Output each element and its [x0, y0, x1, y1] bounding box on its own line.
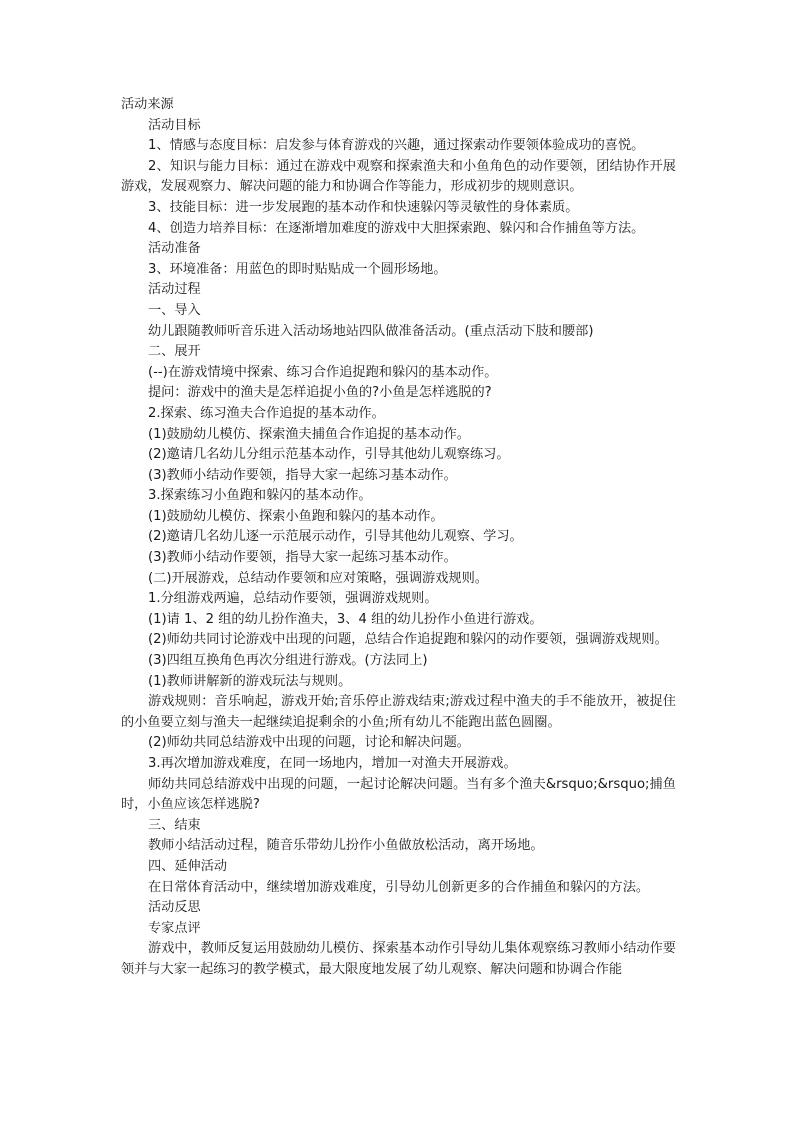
heading-expert-comment: 专家点评	[148, 920, 201, 936]
paragraph: (3)教师小结动作要领，指导大家一起练习基本动作。	[148, 550, 457, 566]
paragraph: (1)请 1、2 组的幼儿扮作渔夫，3、4 组的幼儿扮作小鱼进行游戏。	[148, 611, 543, 627]
paragraph: (3)四组互换角色再次分组进行游戏。(方法同上)	[148, 653, 428, 669]
paragraph: 提问：游戏中的渔夫是怎样追捉小鱼的?小鱼是怎样逃脱的?	[148, 385, 492, 401]
heading-activity-goals: 活动目标	[148, 117, 201, 133]
paragraph: 游戏规则：音乐响起，游戏开始;音乐停止游戏结束;游戏过程中渔夫的手不能放开，被捉住的小鱼要立刻与渔夫一起继续追捉剩余的小鱼;所有幼儿不能跑出蓝色圆圈。	[121, 694, 676, 730]
heading-activity-source: 活动来源	[121, 97, 174, 112]
paragraph: 2.探索、练习渔夫合作追捉的基本动作。	[148, 405, 385, 421]
paragraph: 3、技能目标：进一步发展跑的基本动作和快速躲闪等灵敏性的身体素质。	[148, 199, 579, 215]
paragraph: (2)师幼共同讨论游戏中出现的问题，总结合作追捉跑和躲闪的动作要领，强调游戏规则。	[148, 632, 668, 648]
paragraph: 3.探索练习小鱼跑和躲闪的基本动作。	[148, 488, 372, 504]
heading-activity-reflection: 活动反思	[148, 900, 201, 916]
paragraph: 师幼共同总结游戏中出现的问题，一起讨论解决问题。当有多个渔夫&rsquo;&rsquo;捕鱼时，小鱼应该怎样逃脱?	[121, 776, 676, 813]
paragraph: 2、知识与能力目标：通过在游戏中观察和探索渔夫和小鱼角色的动作要领，团结协作开展游戏，发展观察力、解决问题的能力和协调合作等能力，形成初步的规则意识。	[121, 158, 676, 195]
document-body	[121, 95, 676, 981]
paragraph: (2)邀请几名幼儿逐一示范展示动作，引导其他幼儿观察、学习。	[148, 529, 523, 545]
paragraph: (2)邀请几名幼儿分组示范基本动作，引导其他幼儿观察练习。	[148, 447, 510, 463]
paragraph: 游戏中，教师反复运用鼓励幼儿模仿、探索基本动作引导幼儿集体观察练习教师小结动作要领并与大家一起练习的教学模式，最大限度地发展了幼儿观察、解决问题和协调合作能	[121, 941, 676, 977]
paragraph: 3、环境准备：用蓝色的即时贴贴成一个圆形场地。	[148, 261, 447, 277]
paragraph: (1)鼓励幼儿模仿、探索渔夫捕鱼合作追捉的基本动作。	[148, 426, 470, 442]
heading-activity-preparation: 活动准备	[148, 241, 201, 257]
paragraph: 在日常体育活动中，继续增加游戏难度，引导幼儿创新更多的合作捕鱼和躲闪的方法。	[148, 879, 650, 895]
section-title: 四、延伸活动	[148, 858, 228, 874]
paragraph: 4、创造力培养目标：在逐渐增加难度的游戏中大胆探索跑、躲闪和合作捕鱼等方法。	[148, 220, 645, 236]
paragraph: (3)教师小结动作要领，指导大家一起练习基本动作。	[148, 467, 457, 483]
paragraph: 幼儿跟随教师听音乐进入活动场地站四队做准备活动。(重点活动下肢和腰部)	[148, 323, 594, 339]
section-title: 三、结束	[148, 817, 201, 833]
paragraph: 1、情感与态度目标：启发参与体育游戏的兴趣，通过探索动作要领体验成功的喜悦。	[148, 138, 645, 154]
paragraph: (--)在游戏情境中探索、练习合作追捉跑和躲闪的基本动作。	[148, 364, 498, 380]
section-title: 二、展开	[148, 344, 201, 360]
section-title: 一、导入	[148, 302, 201, 318]
paragraph: 3.再次增加游戏难度，在同一场地内，增加一对渔夫开展游戏。	[148, 756, 517, 771]
paragraph: (1)教师讲解新的游戏玩法与规则。	[148, 673, 352, 689]
heading-activity-process: 活动过程	[148, 282, 201, 298]
paragraph: (二)开展游戏，总结动作要领和应对策略，强调游戏规则。	[148, 570, 488, 586]
paragraph: 教师小结活动过程，随音乐带幼儿扮作小鱼做放松活动，离开场地。	[148, 838, 544, 854]
paragraph: (1)鼓励幼儿模仿、探索小鱼跑和躲闪的基本动作。	[148, 508, 444, 524]
paragraph: 1.分组游戏两遍，总结动作要领，强调游戏规则。	[148, 591, 438, 607]
paragraph: (2)师幼共同总结游戏中出现的问题，讨论和解决问题。	[148, 735, 470, 751]
